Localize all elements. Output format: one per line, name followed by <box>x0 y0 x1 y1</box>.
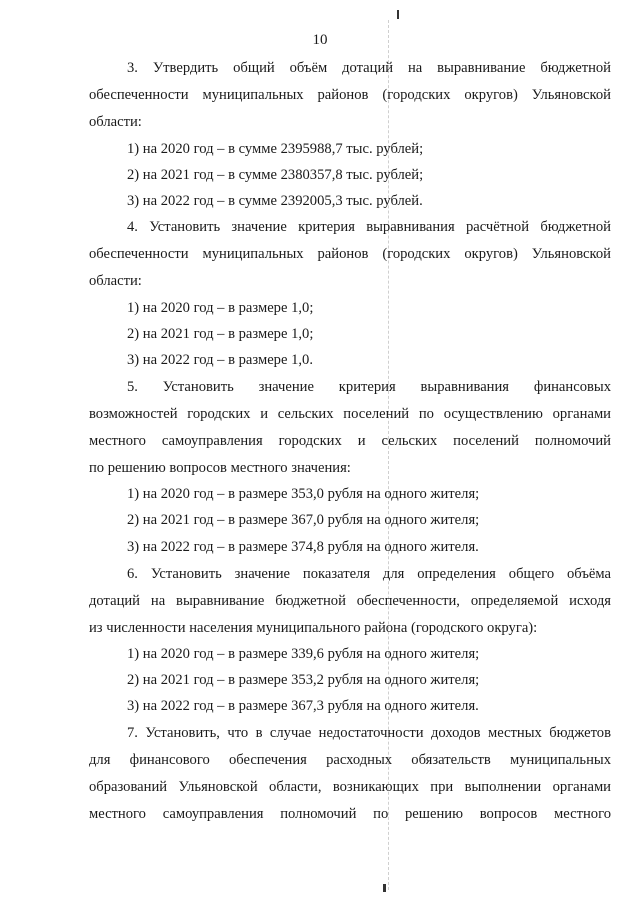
paragraph-3-line-1: 3. Утвердить общий объём дотаций на выравнивание бюджетной <box>127 60 611 76</box>
paragraph-4-line-1: 4. Установить значение критерия выравнивания расчётной бюджетной <box>127 219 611 235</box>
paragraph-6-line-3: из численности населения муниципального района (городского округа): <box>89 620 538 636</box>
paragraph-5-item-2: 2) на 2021 год – в размере 367,0 рубля на одного жителя; <box>127 512 480 528</box>
paragraph-3-item-3: 3) на 2022 год – в сумме 2392005,3 тыс. рублей. <box>127 193 423 209</box>
paragraph-4-item-1: 1) на 2020 год – в размере 1,0; <box>127 300 314 316</box>
paragraph-7-line-1: 7. Установить, что в случае недостаточности доходов местных бюджетов <box>127 725 611 741</box>
paragraph-5-item-1: 1) на 2020 год – в размере 353,0 рубля на одного жителя; <box>127 486 480 502</box>
paragraph-3-line-3: области: <box>89 114 142 130</box>
paragraph-4-item-3: 3) на 2022 год – в размере 1,0. <box>127 352 313 368</box>
paragraph-7-line-4: местного самоуправления полномочий по решению вопросов местного <box>89 806 611 822</box>
paragraph-3-item-1: 1) на 2020 год – в сумме 2395988,7 тыс. рублей; <box>127 141 424 157</box>
paragraph-6-line-2: дотаций на выравнивание бюджетной обеспеченности, определяемой исходя <box>89 593 611 609</box>
paragraph-5-line-3: местного самоуправления городских и сельских поселений полномочий <box>89 433 611 449</box>
paragraph-5-line-1: 5. Установить значение критерия выравнивания финансовых <box>127 379 611 395</box>
paragraph-7-line-2: для финансового обеспечения расходных обязательств муниципальных <box>89 752 611 768</box>
paragraph-6-line-1: 6. Установить значение показателя для определения общего объёма <box>127 566 611 582</box>
paragraph-4-line-3: области: <box>89 273 142 289</box>
paragraph-6-item-1: 1) на 2020 год – в размере 339,6 рубля на одного жителя; <box>127 646 480 662</box>
paragraph-3-item-2: 2) на 2021 год – в сумме 2380357,8 тыс. рублей; <box>127 167 424 183</box>
paragraph-5-line-4: по решению вопросов местного значения: <box>89 460 351 476</box>
paragraph-3-line-2: обеспеченности муниципальных районов (городских округов) Ульяновской <box>89 87 611 103</box>
paragraph-6-item-2: 2) на 2021 год – в размере 353,2 рубля на одного жителя; <box>127 672 480 688</box>
scan-mark-bottom <box>383 884 386 892</box>
page-number: 10 <box>312 32 328 48</box>
paragraph-6-item-3: 3) на 2022 год – в размере 367,3 рубля на одного жителя. <box>127 698 479 714</box>
paragraph-4-line-2: обеспеченности муниципальных районов (городских округов) Ульяновской <box>89 246 611 262</box>
paragraph-4-item-2: 2) на 2021 год – в размере 1,0; <box>127 326 314 342</box>
scan-mark-top <box>397 10 399 19</box>
paragraph-7-line-3: образований Ульяновской области, возникающих при выполнении органами <box>89 779 611 795</box>
paragraph-5-item-3: 3) на 2022 год – в размере 374,8 рубля на одного жителя. <box>127 539 479 555</box>
paragraph-5-line-2: возможностей городских и сельских поселений по осуществлению органами <box>89 406 611 422</box>
